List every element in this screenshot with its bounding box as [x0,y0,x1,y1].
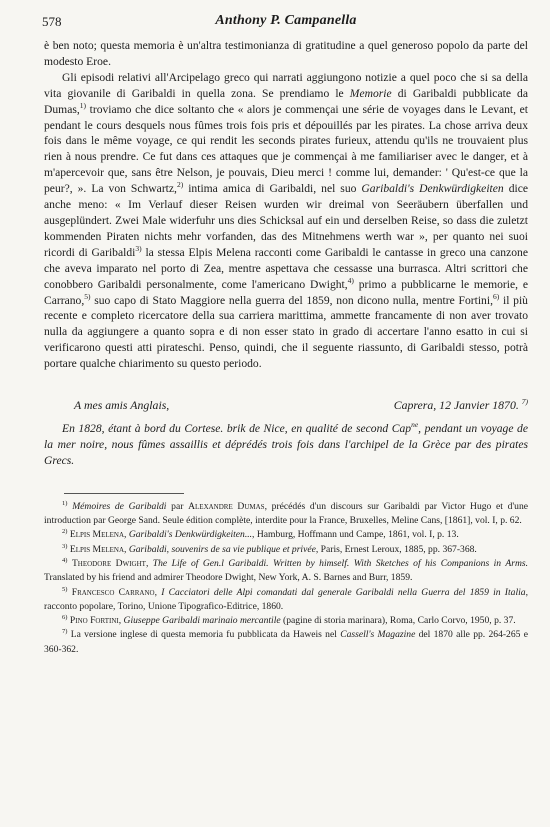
text-run: par [171,500,184,512]
text-run: troviamo che dice soltanto che « alors je commençai une série de voyages dans le Levant, et pendant le cours desquels nous fûmes trois fois pris et dépouillés par les pirates. La chose arriva deux fois dans le même voyage, ce qui rendit les seconds pirates furieux, attendu qu'ils ne trouvaient plus rien à nous prendre. Ce fut dans ces attaques que je commençai à me familiariser avec le danger, et à m'apercevoir que, sans être Nelson, je pouvais, Dieu merci ! comme lui, demander: ' Qu'est-ce que la peur?, ». La von Schwartz, [44,102,528,196]
memorie-title: Memorie [349,86,392,100]
footnote-title: Cassell's Magazine [340,629,416,641]
footnote-number: 3) [62,542,68,550]
text-run: La versione inglese di questa memoria fu pubblicata da Haweis nel [70,629,337,641]
text-run: primo a pubblicarne le memorie, e Carrano, [44,277,528,307]
footnote-rest: , Paris, Ernest Leroux, 1885, pp. 367-368. [315,543,477,555]
footnote-title: Mémoires de Garibaldi [72,500,167,512]
footnote-2: $^{2)}$ Elpis Melena, Garibaldi's Denkwürdigkeiten..., Hamburg, Hoffmann und Campe, 1861, vol. I, p. 13. [62,528,459,541]
denkwurdigkeiten-title: Garibaldi's Denkwürdigkeiten [361,182,504,196]
footnote-author: Elpis Melena [69,529,125,541]
text-run: suo capo di Stato Maggiore nella guerra del 1859, non dicono nulla, mentre Fortini, [94,293,493,307]
main-text [44,38,528,372]
text-run: intima amica di Garibaldi, nel suo [188,182,357,196]
footnote-number: 1) [62,499,68,507]
footnote-author: Alexandre Dumas [188,500,265,512]
footnote-number: 2) [62,528,68,536]
letter-place-date [394,398,528,413]
footnote-1 [44,500,528,529]
footnote-5: $^{5)}$ Francesco Carrano, I Cacciatori delle Alpi comandati dal generale Garibaldi nella Guerra del 1859 in Italia, racconto popolare, Torino, Unione Tipografico-Editrice, 1860. [44,585,528,612]
text-run: dice anche meno: « Im Verlauf dieser Reisen wurden wir dreimal von Seeräubern überfallen und ausgeplündert. Zwei Male widerfuhr uns dies Schicksal auf ein und derselben Reise, so dass die zuletzt kommenden Piraten nichts mehr vorfanden, das des Mitnehmens werth war », per quanto nei suoi ricordi di Garibaldi [44,182,529,259]
footnote-6: $^{6)}$ Pino Fortini, Giuseppe Garibaldi marinaio mercantile (pagine di storia marinara), Roma, Carlo Corvo, 1950, p. 37. [62,613,516,627]
footnote-rest: , Hamburg, Hoffmann und Campe, 1861, vol. I, p. 13. [252,529,459,541]
page-header [44,14,528,38]
footnote-ref-1: 1) [79,100,86,110]
letter-text [44,421,528,469]
footnote-ref-4: 4) [347,275,354,285]
footnote-number: 6) [62,613,68,621]
footnote-ref-7: 7) [521,397,528,407]
text-run: , pendant un voyage de la mer noire, nous fûmes assaillis et déprédés trois fois dans l'archipel de la Grèce par des pirates Grecs. [44,422,528,467]
cap-superscript: ne [411,420,419,430]
text-run: il più recente e completo ricercatore della sua carriera marittima, ammette francamente di non aver trovato nulla da aggiungere a quanto sopra e di non esser stato in grado di accertare l'anno esatto in cui si verificarono questi atti pirateschi. Penso, quindi, che il seguente riassunto, di Garibaldi stesso, potrà portare qualche chiarimento su questo periodo. [44,293,528,371]
letter-salutation: A mes amis Anglais, [74,398,170,413]
footnote-rest: , précédés d'un discours sur Garibaldi par Victor Hugo et d'une introduction par George Sand. Seule édition complète, interdite pour la France, Bruxelles, Meline Cans, [1861], vol. I, p. 62. [44,500,528,527]
paragraph-2 [44,70,528,372]
letter-dateline [44,398,528,416]
footnote-author: Theodore Dwight [71,557,146,569]
footnote-title: Giuseppe Garibaldi marinaio mercantile [123,615,281,627]
footnote-author: Francesco Carrano [71,586,155,598]
footnote-ref-2: 2) [176,180,184,190]
footnote-rule [64,493,184,494]
footnote-rest: , racconto popolare, Torino, Unione Tipografico-Editrice, 1860. [44,586,528,612]
footnote-7 [44,628,528,657]
footnote-title: Garibaldi, souvenirs de sa vie publique et privée [128,543,316,555]
footnotes [44,500,528,657]
page-number: 578 [42,14,62,29]
footnote-title: The Life of Gen.l Garibaldi. Written by himself. With Sketches of his Companions in Arms. [152,557,529,569]
footnote-number: 5) [62,585,68,593]
paragraph-1: è ben noto; questa memoria è un'altra testimonianza di gratitudine a quel generoso popolo da parte del modesto Eroe. [44,39,528,68]
running-title: Anthony P. Campanella [215,13,357,28]
footnote-title: Garibaldi's Denkwürdigkeiten... [128,529,253,541]
text-run: di Garibaldi pubblicate da Dumas, [44,86,528,116]
text-run: En 1828, étant à bord du Cortese. brik de Nice, en qualité de second Cap [62,422,412,436]
footnote-ref-6: 6) [492,291,500,301]
footnote-author: Pino Fortini [69,615,119,627]
footnote-rest: Translated by his friend and admirer Theodore Dwight, New York, A. S. Barnes and Burr, 1859. [44,572,413,584]
footnote-rest: del 1870 alle pp. 264-265 e 360-362. [44,629,528,655]
footnote-3: $^{3)}$ Elpis Melena, Garibaldi, souvenirs de sa vie publique et privée, Paris, Ernest Leroux, 1885, pp. 367-368. [62,542,477,555]
footnote-ref-5: 5) [84,291,91,301]
footnote-4: $^{4)}$ Theodore Dwight, The Life of Gen.l Garibaldi. Written by himself. With Sketches of his Companions in Arms. Translated by his friend and admirer Theodore Dwight, New York, A. S. Barnes and Burr, 1859. [44,556,529,584]
text-run: Gli episodi relativi all'Arcipelago greco qui narrati aggiungono notizie a quel poco che si sa della vita giovanile di Garibaldi in quella zona. Se prendiamo le [44,70,528,100]
footnote-number: 7) [62,628,68,636]
text-run: la stessa Elpis Melena racconti come Garibaldi le cantasse in greco una canzone che aveva imparato nel porto di Zea, mentre aspettava che cessasse una burrasca. Altri scrittori che conobbero Garibaldi personalmente, come l'americano Dwight, [44,245,528,291]
place-date-text: Caprera, 12 Janvier 1870. [393,398,519,413]
footnote-number: 4) [62,556,68,564]
footnote-ref-3: 3) [135,243,142,253]
footnote-rest: (pagine di storia marinara), Roma, Carlo Corvo, 1950, p. 37. [280,615,516,627]
footnote-title: I Cacciatori delle Alpi comandati dal generale Garibaldi nella Guerra del 1859 in Italia [161,586,526,598]
footnote-author: Elpis Melena [69,543,125,555]
